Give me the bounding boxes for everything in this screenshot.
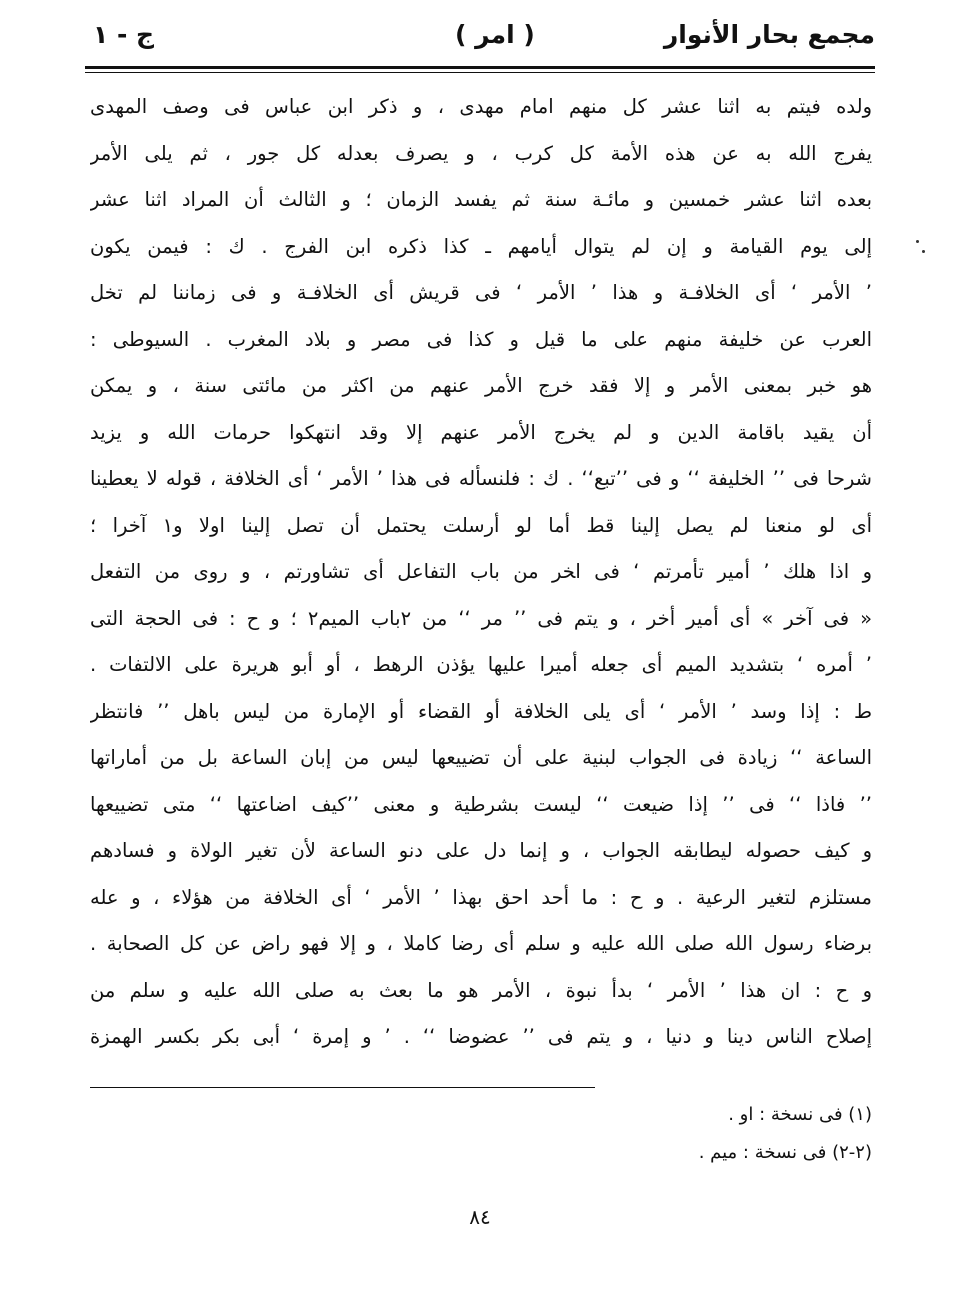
footnote: (٢-٢) فى نسخة : ميم . xyxy=(698,1142,872,1163)
text-line: يفرج الله به عن هذه الأمة كل كرب ، و يصرف بعدله كل جور ، ثم يلى الأمر xyxy=(90,141,872,165)
text-line: أن يقيد باقامة الدين و لم يخرج الأمر عنهم إلا وقد انتهكوا حرمات الله و يزيد xyxy=(90,420,872,444)
page-number: ٨٤ xyxy=(469,1205,491,1229)
text-line: مستلزم لتغير الرعية . و ح : ما أحد احق بهذا ’ الأمر ‘ أى الخلافة من هؤلاء ، و عله xyxy=(90,885,872,909)
text-line: أى لو منعنا لم يصل إلينا قط أما لو أرسلت يحتمل أن تصل إلينا اولا و١ آخرا ؛ xyxy=(90,513,872,537)
text-line: ولده فيتم به اثنا عشر كل منهم امام مهدى ، و ذكر ابن عباس فى وصف المهدى xyxy=(90,95,872,118)
volume-number: ج - ١ xyxy=(93,20,155,49)
scan-speck xyxy=(916,240,919,243)
entry-word: ( امر ) xyxy=(455,20,535,49)
text-line: إلى يوم القيامة و إن لم يتوال أيامهم ـ كذا ذكره ابن الفرج . ك : فيمن يكون xyxy=(90,234,872,258)
text-line: ’’ فاذا ‘‘ فى ’’ إذا ضيعت ‘‘ ليست بشرطية و معنى ’’كيف اضاعتها ‘‘ متى تضييعها xyxy=(90,792,872,816)
text-line: و ح : ان هذا ’ الأمر ‘ بدأ نبوة ، الأمر هو ما بعث به صلى الله عليه و سلم من xyxy=(90,978,872,1002)
text-line: شرحا فى ’’ الخليفة ‘‘ و فى ’’تبع‘‘ . ك : فلنسأله فى هذا ’ الأمر ‘ أى الخلافة ، قوله لا يعطينا xyxy=(90,467,872,490)
text-line: ’ أمره ‘ بتشديد الميم أى جعله أميرا عليها يؤذن الرهط ، أو أبو هريرة على الالتفات . xyxy=(90,653,872,676)
text-line: بعده اثنا عشر خمسين و مائـة سنة ثم يفسد الزمان ؛ و الثالث أن المراد اثنا عشر xyxy=(90,188,872,211)
main-text xyxy=(90,84,872,1061)
header-rule-thick xyxy=(85,66,875,69)
text-line: « فى آخر » أى أمير أخر ، و يتم فى ’’ مر ‘‘ من ٢باب الميم٢ ؛ و ح : فى الحجة التى xyxy=(90,606,872,630)
text-line: ’ الأمر ‘ أى الخلافـة و هذا ’ الأمر ‘ فى قريش أى الخلافـة و فى زماننا لم تخل xyxy=(90,281,872,304)
text-line: إصلاح الناس دينا و دنيا ، و يتم فى ’’ عضوضا ‘‘ . ’ و إمرة ‘ أبى بكر بكسر الهمزة xyxy=(90,1025,872,1048)
text-line: العرب عن خليفة منهم على ما قيل و كذا فى مصر و بلاد المغرب . السيوطى : xyxy=(90,327,872,351)
text-line: برضاء رسول الله صلى الله عليه و سلم أى رضا كاملا ، و إلا فهو راض عن كل الصحابة . xyxy=(90,932,872,955)
book-title: مجمع بحار الأنوار xyxy=(663,20,875,49)
text-line: و اذا هلك ’ أمير تأمرتم ‘ فى ا‍خر من باب التفاعل أى تشاورتم ، و روى من التفعل xyxy=(90,560,872,583)
text-line: الساعة ‘‘ زيادة فى الجواب لبنية على أن تضييعها ليس من إبان الساعة بل من أماراتها xyxy=(90,746,872,769)
text-line: هو خبر بمعنى الأمر و إلا فقد خرج الأمر عنهم من اكثر من مائتى سنة ، و يمكن xyxy=(90,374,872,397)
running-header xyxy=(85,14,875,66)
header-rule-thin xyxy=(85,72,875,73)
footnote-separator xyxy=(90,1087,595,1088)
footnotes xyxy=(372,1096,872,1172)
text-line: ط : إذا وسد ’ الأمر ‘ أى يلى الخلافة أو القضاء أو الإمارة من ليس باهل ’’ فانتظر xyxy=(90,699,872,723)
text-line: و كيف حصوله ليطابقه الجواب ، و إنما دل على دنو الساعة لأن تغير الولاة و فسادهم xyxy=(90,839,872,862)
scan-speck xyxy=(922,250,925,253)
footnote: (١) فى نسخة : او . xyxy=(728,1104,872,1125)
